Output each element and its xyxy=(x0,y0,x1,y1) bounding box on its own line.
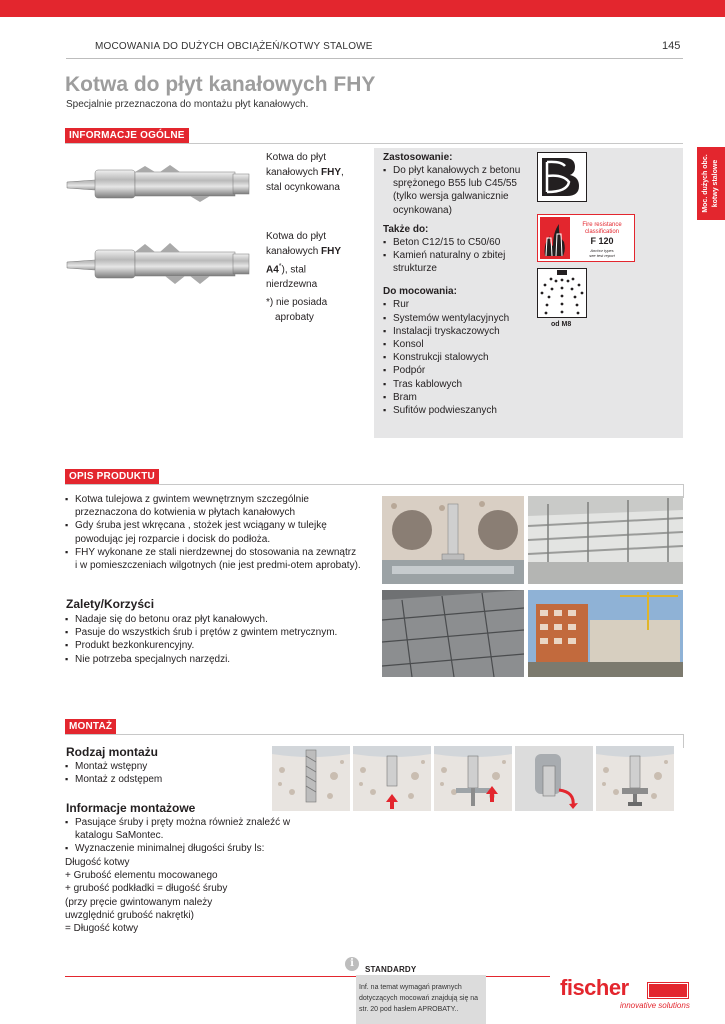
fixing-item: ▪ Konsol xyxy=(383,338,533,351)
brand-tagline: innovative solutions xyxy=(620,1001,690,1010)
fire-note1: Anchor types xyxy=(590,248,614,253)
approval-footnote: *) nie posiada aprobaty xyxy=(266,297,328,323)
benefit-item: ▪ Pasuje do wszystkich śrub i prętów z gwintem metrycznym. xyxy=(65,626,365,639)
building-approval-icon xyxy=(537,152,587,202)
formula-line: = Długość kotwy xyxy=(65,923,139,935)
installation-info-list xyxy=(65,816,305,856)
fixture-mounted-step-icon xyxy=(596,746,674,811)
application-list xyxy=(383,151,533,417)
tighten-bolt-step-icon xyxy=(434,746,512,811)
section-rule xyxy=(65,143,683,144)
installation-type-heading: Rodzaj montażu xyxy=(66,745,158,759)
anchor-stainless-image xyxy=(65,232,255,296)
also-item: ▪ Kamień naturalny o zbitej strukturze xyxy=(383,249,533,275)
fischer-logo: fischer xyxy=(560,975,629,1000)
installation-type-item: ▪ Montaż z odstępem xyxy=(65,773,265,786)
anchor-galvanized-image xyxy=(65,152,255,216)
formula-line: Długość kotwy xyxy=(65,857,130,868)
fire-line2: classification xyxy=(584,229,620,235)
benefit-item: ▪ Nadaje się do betonu oraz płyt kanałowych. xyxy=(65,613,365,626)
fixing-item: ▪ Sufitów podwieszanych xyxy=(383,404,533,417)
standards-label: STANDARDY xyxy=(365,965,417,974)
section-heading-general: INFORMACJE OGÓLNE xyxy=(65,128,189,143)
benefit-item: ▪ Produkt bezkonkurencyjny. xyxy=(65,639,365,652)
fixing-item: ▪ Bram xyxy=(383,391,533,404)
fischer-logo-badge xyxy=(648,983,688,998)
benefits-list xyxy=(65,613,365,666)
fixing-item: ▪ Instalacji tryskaczowych xyxy=(383,325,533,338)
wrench-step-icon xyxy=(515,746,593,811)
header-divider xyxy=(66,58,683,59)
section-rule xyxy=(65,484,683,485)
formula-line: + grubość podkładki = długość śruby xyxy=(65,883,228,895)
header-section-title: MOCOWANIA DO DUŻYCH OBCIĄŻEŃ/KOTWY STALOWE xyxy=(95,41,373,52)
fire-rating: F 120 xyxy=(590,236,614,246)
suspended-ceiling-photo xyxy=(382,590,524,677)
fixing-item: ▪ Podpór xyxy=(383,364,533,377)
benefit-item: ▪ Nie potrzeba specjalnych narzędzi. xyxy=(65,653,365,666)
product-feature-item: ▪ Gdy śruba jest wkręcana , stożek jest wciągany w tulejkę powodując jej rozparcie i docisk do podłoża. xyxy=(65,519,361,545)
section-tick xyxy=(683,734,684,748)
installation-type-list xyxy=(65,760,265,786)
sprinkler-size-label: od M8 xyxy=(551,321,572,328)
product-feature-item: ▪ Kotwa tulejowa z gwintem wewnętrznym szczególnie przeznaczona do kotwienia w płytach kanałowych xyxy=(65,493,361,519)
page-number: 145 xyxy=(662,40,681,52)
installation-info-item: ▪ Wyznaczenie minimalnej długości śruby ls: xyxy=(65,842,305,855)
fixing-item: ▪ Konstrukcji stalowych xyxy=(383,351,533,364)
product-1-description: Kotwa do płyt kanałowych FHY, stal ocynkowana xyxy=(266,152,344,193)
application-item: ▪ Do płyt kanałowych z betonu sprężonego B55 lub C45/55 (tylko wersja galwanicznie ocynkowana) xyxy=(383,164,533,217)
page-subtitle: Specjalnie przeznaczona do montażu płyt kanałowych. xyxy=(66,99,309,110)
fixing-item: ▪ Rur xyxy=(383,298,533,311)
product-2-description: Kotwa do płyt kanałowych FHY A4*), stal nierdzewna xyxy=(266,231,342,291)
side-tab[interactable] xyxy=(697,147,725,220)
fire-note2: see test report xyxy=(589,253,615,258)
info-icon: i xyxy=(345,957,359,971)
building-construction-photo xyxy=(528,590,683,677)
top-red-bar xyxy=(0,0,725,17)
fire-line1: Fire resistance xyxy=(582,222,622,228)
insert-anchor-step-icon xyxy=(353,746,431,811)
installation-info-item: ▪ Pasujące śruby i pręty można również znaleźć w katalogu SaMontec. xyxy=(65,816,305,842)
bolt-length-formula xyxy=(65,856,305,935)
benefits-heading: Zalety/Korzyści xyxy=(66,597,155,611)
product-description-list xyxy=(65,493,361,572)
formula-line: uwzględnić grubość nakrętki) xyxy=(65,909,194,921)
also-item: ▪ Beton C12/15 to C50/60 xyxy=(383,236,533,249)
installation-type-item: ▪ Montaż wstępny xyxy=(65,760,265,773)
section-tick xyxy=(683,484,684,498)
side-tab-label: Moc. dużych obc. kotwy stalowe xyxy=(702,154,719,213)
section-heading-installation: MONTAŻ xyxy=(65,719,116,734)
drill-hole-step-icon xyxy=(272,746,350,811)
formula-line: (przy pręcie gwintowanym należy xyxy=(65,896,213,908)
hollow-slab-cross-section-photo xyxy=(382,496,524,584)
page-title: Kotwa do płyt kanałowych FHY xyxy=(65,73,376,96)
installation-info-heading: Informacje montażowe xyxy=(66,801,196,815)
application-heading: Zastosowanie: xyxy=(383,152,453,163)
standards-text: Inf. na temat wymagań prawnych dotyczących mocowań znajdują się na str. 20 pod hasłem APROBATY.. xyxy=(359,984,479,1013)
pipe-installation-photo xyxy=(528,496,683,584)
section-heading-product: OPIS PRODUKTU xyxy=(65,469,159,484)
fixing-item: ▪ Systemów wentylacyjnych xyxy=(383,312,533,325)
fire-resistance-icon xyxy=(537,214,635,262)
also-heading: Także do: xyxy=(383,223,429,235)
section-rule xyxy=(65,734,683,735)
formula-line: + Grubość elementu mocowanego xyxy=(65,870,218,882)
sprinkler-icon xyxy=(537,268,587,318)
fixing-heading: Do mocowania: xyxy=(383,286,457,298)
fixing-item: ▪ Tras kablowych xyxy=(383,378,533,391)
product-feature-item: ▪ FHY wykonane ze stali nierdzewnej do stosowania na zewnątrz i w pomieszczeniach wilgotnych (nie jest predmi-otem aprobaty). xyxy=(65,546,361,572)
